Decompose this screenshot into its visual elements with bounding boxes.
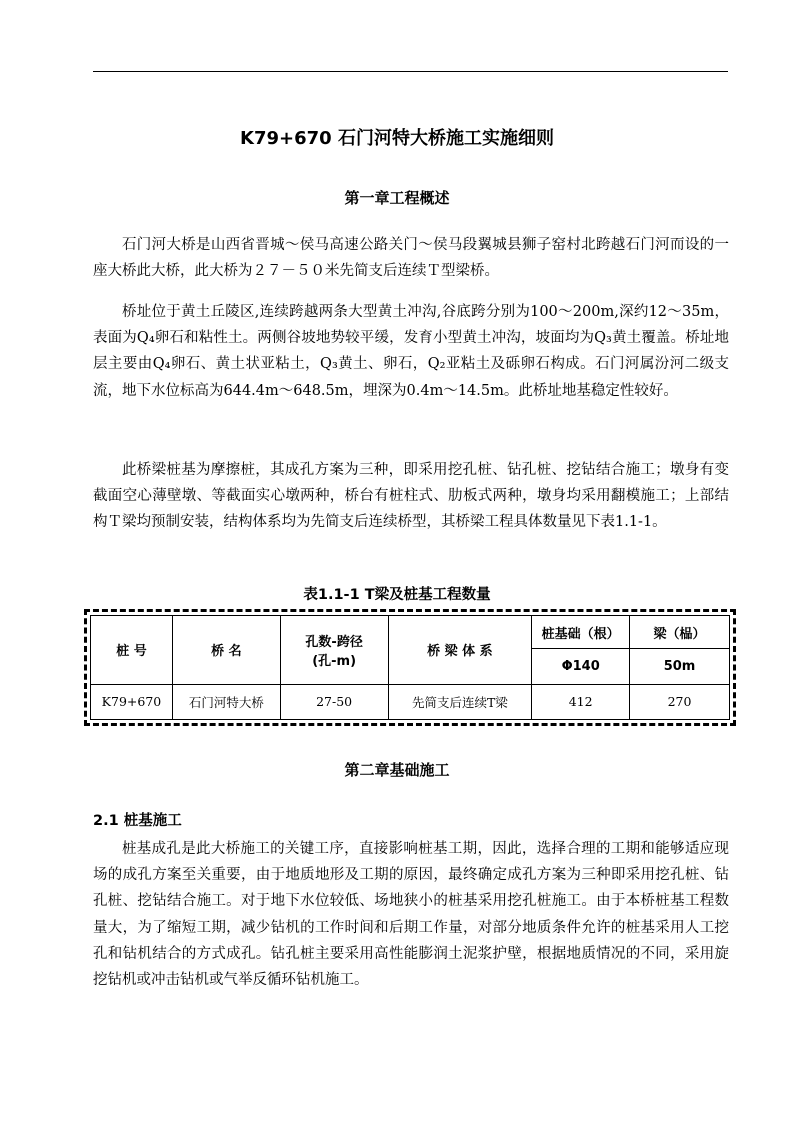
section-2-1-heading: 2.1 桩基施工 xyxy=(93,813,182,829)
header-holes-span-unit: (孔-m) xyxy=(312,653,357,669)
header-pile-spec: Φ140 xyxy=(532,649,630,684)
cell-pile-count: 412 xyxy=(532,684,630,719)
chapter-1-heading: 第一章工程概述 xyxy=(344,189,450,207)
chapter-1-paragraph-1: 石门河大桥是山西省晋城～侯马高速公路关门～侯马段翼城县狮子窑村北跨越石门河而设的一座大桥此大桥，此大桥为２７－５０米先简支后连续Ｔ型梁桥。 xyxy=(93,237,729,280)
cell-pile-no: K79+670 xyxy=(91,684,173,719)
header-pile-base: 桩基础（根） xyxy=(532,616,630,649)
document-title: K79+670 石门河特大桥施工实施细则 xyxy=(240,128,554,149)
header-holes-span-label: 孔数-跨径 xyxy=(305,634,363,650)
header-bridge-name: 桥 名 xyxy=(172,616,280,685)
header-pile-no: 桩 号 xyxy=(91,616,173,685)
chapter-2-paragraph-1: 桩基成孔是此大桥施工的关键工序，直接影响桩基工期，因此，选择合理的工期和能够适应现场的成孔方案至关重要，由于地质地形及工期的原因，最终确定成孔方案为三种即采用挖孔桩、钻孔桩、挖钻结合施工。对于地下水位较低、场地狭小的桩基采用挖孔桩施工。由于本桥桩基工程数量大，为了缩短工期，减少钻机的工作时间和后期工作量，对部分地质条件允许的桩基采用人工挖孔和钻机结合的方式成孔。钻孔桩主要采用高性能膨润土泥浆护壁，根据地质情况的不同，采用旋挖钻机或冲击钻机或气举反循环钻机施工。 xyxy=(93,841,729,989)
quantity-table xyxy=(90,615,730,720)
cell-beam-count: 270 xyxy=(630,684,730,719)
chapter-1-paragraph-3: 此桥梁桩基为摩擦桩，其成孔方案为三种，即采用挖孔桩、钻孔桩、挖钻结合施工；墩身有变截面空心薄壁墩、等截面实心墩两种，桥台有桩柱式、肋板式两种，墩身均采用翻模施工；上部结构Ｔ梁均预制安装，结构体系均为先简支后连续桥型，其桥梁工程具体数量见下表1.1-1。 xyxy=(93,462,729,531)
table-caption: 表1.1-1 T梁及桩基工程数量 xyxy=(303,587,491,603)
table-row xyxy=(91,684,730,719)
chapter-2-heading: 第二章基础施工 xyxy=(344,761,450,779)
header-beam: 梁（榀） xyxy=(630,616,730,649)
quantity-table-frame xyxy=(84,609,736,726)
chapter-1-paragraph-2: 桥址位于黄土丘陵区,连续跨越两条大型黄土冲沟,谷底跨分别为100～200m,深约12～35m，表面为Q₄卵石和粘性土。两侧谷坡地势较平缓，发育小型黄土冲沟，坡面均为Q₃黄土覆盖。桥址地层主要由Q₄卵石、黄土状亚粘土，Q₃黄土、卵石，Q₂亚粘土及砾卵石构成。石门河属汾河二级支流，地下水位标高为644.4m～648.5m，埋深为0.4m～14.5m。此桥址地基稳定性较好。 xyxy=(93,304,729,399)
cell-bridge-name: 石门河特大桥 xyxy=(172,684,280,719)
header-rule xyxy=(93,71,728,72)
cell-holes-span: 27-50 xyxy=(280,684,388,719)
cell-system: 先简支后连续T梁 xyxy=(388,684,532,719)
header-holes-span xyxy=(280,616,388,685)
header-system: 桥 梁 体 系 xyxy=(388,616,532,685)
header-beam-spec: 50m xyxy=(630,649,730,684)
